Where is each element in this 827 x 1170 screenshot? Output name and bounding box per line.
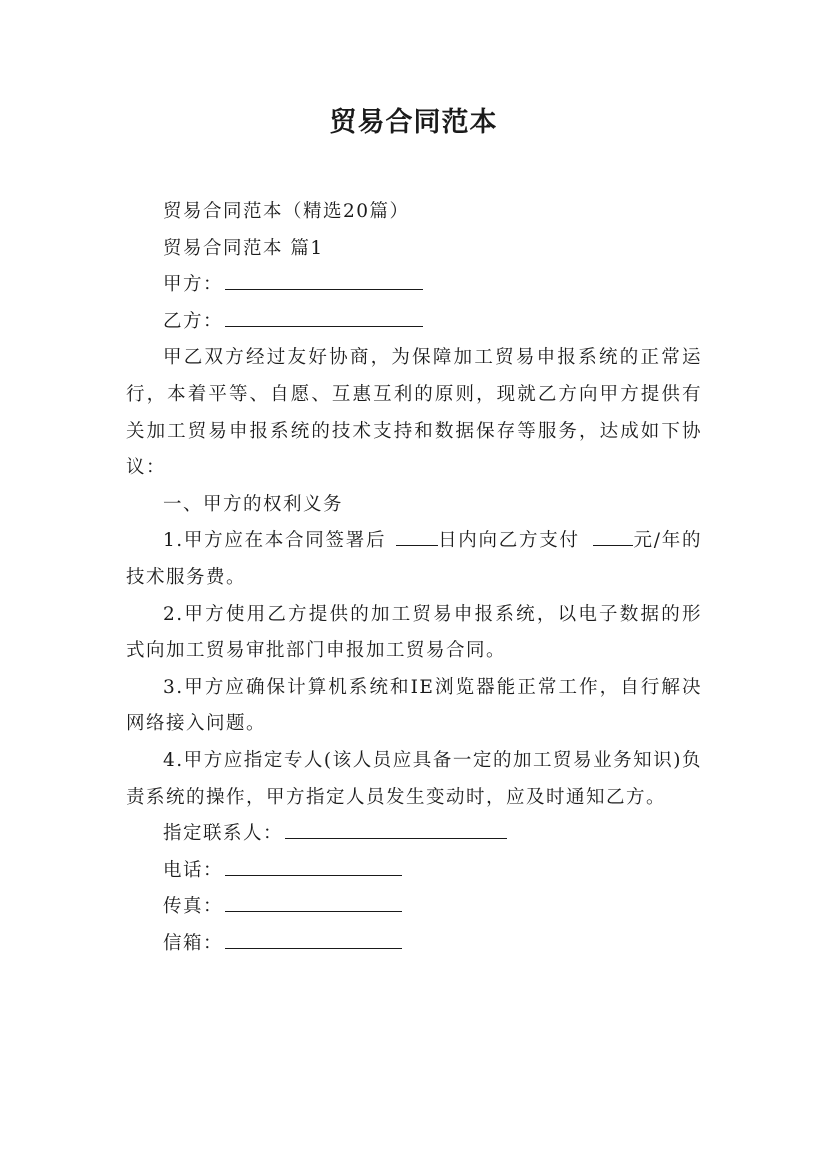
email-label: 信箱： <box>163 932 224 954</box>
intro-paragraph <box>126 340 702 486</box>
party-a-line <box>126 267 702 304</box>
section-heading-text: 贸易合同范本 篇1 <box>163 237 324 259</box>
document-body <box>126 194 702 962</box>
clause-heading <box>126 487 702 524</box>
clause-item-4 <box>126 743 702 816</box>
clause-item-1 <box>126 523 702 596</box>
item3-text: 3.甲方应确保计算机系统和IE浏览器能正常工作，自行解决网络接入问题。 <box>126 676 702 735</box>
item2-text: 2.甲方使用乙方提供的加工贸易申报系统，以电子数据的形式向加工贸易审批部门申报加工贸易合同。 <box>126 603 702 662</box>
document-title: 贸易合同范本 <box>329 107 498 138</box>
item4-text: 4.甲方应指定专人(该人员应具备一定的加工贸易业务知识)负责系统的操作，甲方指定人员发生变动时，应及时通知乙方。 <box>126 749 702 808</box>
days-blank <box>396 523 438 546</box>
item1-text-a: 1.甲方应在本合同签署后 <box>163 530 394 552</box>
fee-blank <box>593 523 633 546</box>
party-a-blank <box>225 267 423 290</box>
clause-heading-text: 一、甲方的权利义务 <box>163 493 344 515</box>
contact-blank <box>285 816 507 839</box>
item1-text-b: 日内向乙方支付 <box>437 530 588 552</box>
phone-blank <box>225 853 402 876</box>
item1-text-c: 元/年的技术服务费。 <box>126 530 702 588</box>
party-a-label: 甲方： <box>163 274 224 296</box>
fax-line <box>126 889 702 926</box>
contact-line <box>126 816 702 853</box>
party-b-line <box>126 304 702 341</box>
phone-label: 电话： <box>163 859 224 881</box>
fax-blank <box>225 889 402 912</box>
party-b-blank <box>225 304 423 327</box>
document-subtitle <box>126 194 702 231</box>
intro-text: 甲乙双方经过友好协商，为保障加工贸易申报系统的正常运行，本着平等、自愿、互惠互利的原则，现就乙方向甲方提供有关加工贸易申报系统的技术支持和数据保存等服务，达成如下协议： <box>126 347 702 479</box>
subtitle-text: 贸易合同范本（精选20篇） <box>163 201 410 222</box>
section-heading <box>126 231 702 268</box>
contact-label: 指定联系人： <box>163 823 284 845</box>
email-line <box>126 926 702 963</box>
phone-line <box>126 853 702 890</box>
fax-label: 传真： <box>163 896 224 918</box>
clause-item-2 <box>126 597 702 670</box>
clause-item-3 <box>126 670 702 743</box>
email-blank <box>225 926 402 949</box>
party-b-label: 乙方： <box>163 310 224 332</box>
